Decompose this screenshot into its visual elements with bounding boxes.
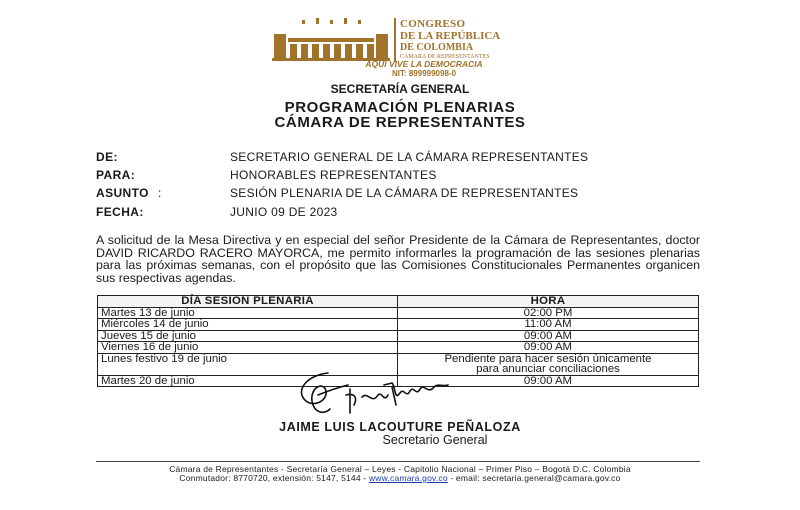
website-link[interactable]: www.camara.gov.co xyxy=(368,473,448,483)
asunto-value: SESIÓN PLENARIA DE LA CÁMARA DE REPRESENTANTES xyxy=(230,186,579,200)
table-row xyxy=(98,307,699,319)
signer-role: Secretario General xyxy=(382,433,488,447)
document-title-line-1: PROGRAMACIÓN PLENARIAS xyxy=(284,99,516,116)
time-cell-line-1: Pendiente para hacer sesión únicamente xyxy=(444,352,652,365)
footer-contact xyxy=(0,473,800,483)
day-cell: Jueves 15 de junio xyxy=(98,330,398,342)
asunto-label: ASUNTO xyxy=(96,186,149,200)
department-heading: SECRETARÍA GENERAL xyxy=(330,82,470,96)
time-cell: 09:00 AM xyxy=(398,342,699,354)
asunto-colon: : xyxy=(158,186,162,200)
time-cell: 09:00 AM xyxy=(398,375,699,387)
logo-line-2: DE LA REPÚBLICA xyxy=(400,30,501,42)
signer-name: JAIME LUIS LACOUTURE PEÑALOZA xyxy=(279,420,521,434)
fecha-value: JUNIO 09 DE 2023 xyxy=(230,205,338,219)
footer-phone: Conmutador: 8770720, extensión: 5147, 5144 - xyxy=(179,473,369,483)
document-title-line-2: CÁMARA DE REPRESENTANTES xyxy=(274,114,526,131)
footer-email[interactable]: secretaria.general@camara.gov.co xyxy=(482,473,621,483)
de-label: DE: xyxy=(96,150,118,164)
table-header-row xyxy=(98,296,699,308)
logo-line-3: DE COLOMBIA xyxy=(400,42,474,53)
para-value: HONORABLES REPRESENTANTES xyxy=(230,168,437,182)
time-cell: 11:00 AM xyxy=(398,319,699,331)
time-cell: 02:00 PM xyxy=(398,307,699,319)
day-cell: Lunes festivo 19 de junio xyxy=(98,353,398,375)
table-row xyxy=(98,319,699,331)
de-value: SECRETARIO GENERAL DE LA CÁMARA REPRESENTANTES xyxy=(230,150,589,164)
column-header-time: HORA xyxy=(398,296,699,308)
footer-divider xyxy=(96,461,700,462)
day-cell: Martes 13 de junio xyxy=(98,307,398,319)
day-cell: Martes 20 de junio xyxy=(98,375,398,387)
footer-email-label: - email: xyxy=(447,473,483,483)
day-cell: Miércoles 14 de junio xyxy=(98,319,398,331)
table-row xyxy=(98,330,699,342)
capitol-logo-icon xyxy=(272,16,390,62)
logo-line-1: CONGRESO xyxy=(400,18,466,30)
body-paragraph: A solicitud de la Mesa Directiva y en especial del señor Presidente de la Cámara de Representantes, doctor DAVID RICARDO RACERO MAYORCA, me permito informarles la programación de las sesiones plenarias para las próximas semanas, con el propósito que las Comisiones Constitucionales Permanentes organicen sus respectivas agendas. xyxy=(96,233,700,285)
fecha-label: FECHA: xyxy=(96,205,144,219)
time-cell-line-2: para anunciar conciliaciones xyxy=(476,363,620,375)
handwritten-signature xyxy=(288,365,478,421)
para-label: PARA: xyxy=(96,168,136,182)
logo-nit: NIT: 899999098-0 xyxy=(391,69,457,78)
table-row xyxy=(98,342,699,354)
logo-line-4: CÁMARA DE REPRESENTANTES xyxy=(400,54,490,60)
footer-address: Cámara de Representantes - Secretaría General – Leyes - Capitolio Nacional – Primer Piso – Bogotá D.C. Colombia xyxy=(169,464,631,474)
day-cell: Viernes 16 de junio xyxy=(98,342,398,354)
logo-tagline: AQUÍ VIVE LA DEMOCRACIA xyxy=(365,59,483,69)
column-header-day: DÍA SESION PLENARIA xyxy=(98,296,398,308)
time-cell: 09:00 AM xyxy=(398,330,699,342)
congress-logo-text xyxy=(394,18,514,62)
